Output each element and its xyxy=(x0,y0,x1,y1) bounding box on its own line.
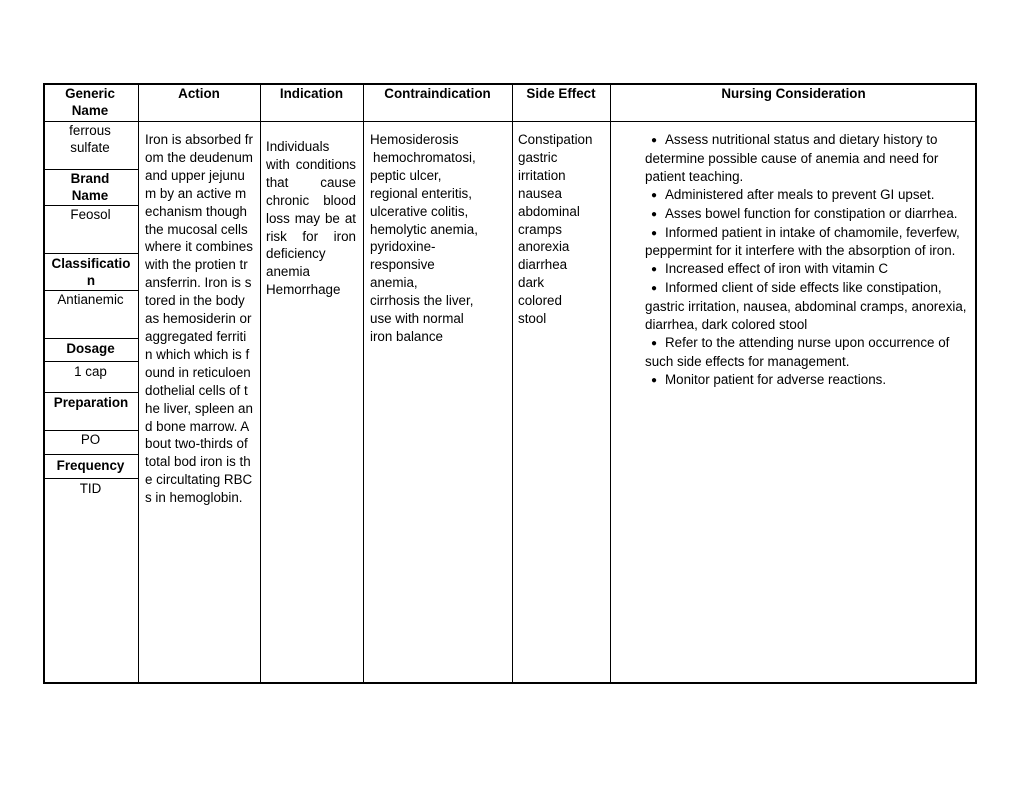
bullet-icon: ● xyxy=(651,227,658,239)
nursing-item xyxy=(645,131,970,186)
header-generic-name: Generic Name xyxy=(65,86,115,118)
side-effect-item: diarrhea xyxy=(518,257,568,273)
indication-text: Individuals with conditions that cause chronic blood loss may be at risk for iron deficiency anemia Hemorrhage xyxy=(266,139,356,298)
action-text: Iron is absorbed from the deudenum and upper jejunum by an active mechanism though the mucosal cells where it combines with the protien transferrin. Iron is stored in the body as hemosiderin or aggregated ferritin which which is found in reticuloendothelial cells of the liver, spleen and bone marrow. About two-thirds of total bod iron is the circultating RBCs in hemoglobin. xyxy=(145,132,253,506)
contraindication-item: hemochromatosi, xyxy=(373,149,476,165)
row-divider xyxy=(43,253,138,254)
preparation-label: Preparation xyxy=(53,395,129,410)
nursing-item xyxy=(645,260,970,279)
contraindication-item: Hemosiderosis xyxy=(370,132,459,147)
nursing-item xyxy=(645,334,970,371)
contraindication-item: hemolytic anemia, xyxy=(370,221,478,237)
bullet-icon: ● xyxy=(651,374,658,386)
nursing-item xyxy=(645,279,970,334)
classification-label: Classification xyxy=(51,256,131,288)
row-divider xyxy=(43,338,138,339)
brand-name-label: Brand Name xyxy=(70,171,110,203)
bullet-icon: ● xyxy=(651,189,658,201)
nursing-consideration-list xyxy=(645,131,970,390)
contraindication-item: pyridoxine- xyxy=(370,239,436,255)
row-divider xyxy=(43,478,138,479)
classification-value: Antianemic xyxy=(57,292,124,307)
contraindication-list xyxy=(370,131,508,346)
nursing-item-text: Informed client of side effects like constipation, gastric irritation, nausea, abdominal cramps, anorexia, diarrhea, dark colored stool xyxy=(645,280,967,333)
side-effect-item: gastric xyxy=(518,149,558,165)
row-divider xyxy=(43,361,138,362)
bullet-icon: ● xyxy=(651,283,658,295)
bullet-icon: ● xyxy=(651,208,658,220)
column-divider xyxy=(363,83,364,684)
header-nursing-consideration: Nursing Consideration xyxy=(721,86,866,101)
side-effect-item: dark xyxy=(518,275,545,291)
row-divider xyxy=(43,454,138,455)
column-divider xyxy=(260,83,261,684)
nursing-item-text: Monitor patient for adverse reactions. xyxy=(665,371,887,387)
side-effect-item: anorexia xyxy=(518,239,570,255)
preparation-value: PO xyxy=(80,432,101,447)
nursing-item-text: Asses bowel function for constipation or diarrhea. xyxy=(665,205,958,221)
column-divider xyxy=(512,83,513,684)
row-divider xyxy=(43,392,138,393)
side-effect-item: irritation xyxy=(518,167,566,183)
frequency-value: TID xyxy=(79,481,102,496)
dosage-value: 1 cap xyxy=(74,364,107,379)
contraindication-item: use with normal xyxy=(370,311,464,327)
nursing-item xyxy=(645,205,970,224)
nursing-item-text: Administered after meals to prevent GI upset. xyxy=(665,186,935,202)
contraindication-item: regional enteritis, xyxy=(370,185,472,201)
side-effect-item: stool xyxy=(518,311,547,327)
contraindication-item: peptic ulcer, xyxy=(370,167,442,183)
contraindication-item: cirrhosis the liver, xyxy=(370,293,474,309)
header-indication: Indication xyxy=(279,86,344,101)
side-effect-item: nausea xyxy=(518,185,562,201)
bullet-icon: ● xyxy=(651,264,658,276)
header-contraindication: Contraindication xyxy=(384,86,491,101)
nursing-item xyxy=(645,186,970,205)
header-action: Action xyxy=(178,86,220,101)
side-effect-item: cramps xyxy=(518,221,562,237)
header-side-effect: Side Effect xyxy=(526,86,596,101)
column-divider xyxy=(138,83,139,684)
side-effect-list xyxy=(518,131,600,328)
nursing-item xyxy=(645,224,970,261)
contraindication-item: responsive xyxy=(370,257,435,273)
brand-name-value: Feosol xyxy=(70,207,111,222)
nursing-item xyxy=(645,371,970,390)
nursing-item-text: Increased effect of iron with vitamin C xyxy=(665,261,889,277)
generic-name-value: ferrous sulfate xyxy=(69,123,111,155)
contraindication-item: ulcerative colitis, xyxy=(370,203,469,219)
contraindication-item: iron balance xyxy=(370,328,443,344)
nursing-item-text: Refer to the attending nurse upon occurrence of such side effects for management. xyxy=(645,334,950,369)
dosage-label: Dosage xyxy=(66,341,115,356)
column-divider xyxy=(610,83,611,684)
side-effect-item: abdominal xyxy=(518,203,580,219)
side-effect-item: Constipation xyxy=(518,132,593,147)
header-divider xyxy=(43,121,977,122)
nursing-item-text: Informed patient in intake of chamomile, feverfew, peppermint for it interfere with the absorption of iron. xyxy=(645,224,960,259)
bullet-icon: ● xyxy=(651,337,658,349)
side-effect-item: colored xyxy=(518,293,562,309)
contraindication-item: anemia, xyxy=(370,275,418,291)
bullet-icon: ● xyxy=(651,135,658,146)
nursing-item-text: Assess nutritional status and dietary history to determine possible cause of anemia and need for patient teaching. xyxy=(645,132,939,184)
frequency-label: Frequency xyxy=(56,458,125,473)
